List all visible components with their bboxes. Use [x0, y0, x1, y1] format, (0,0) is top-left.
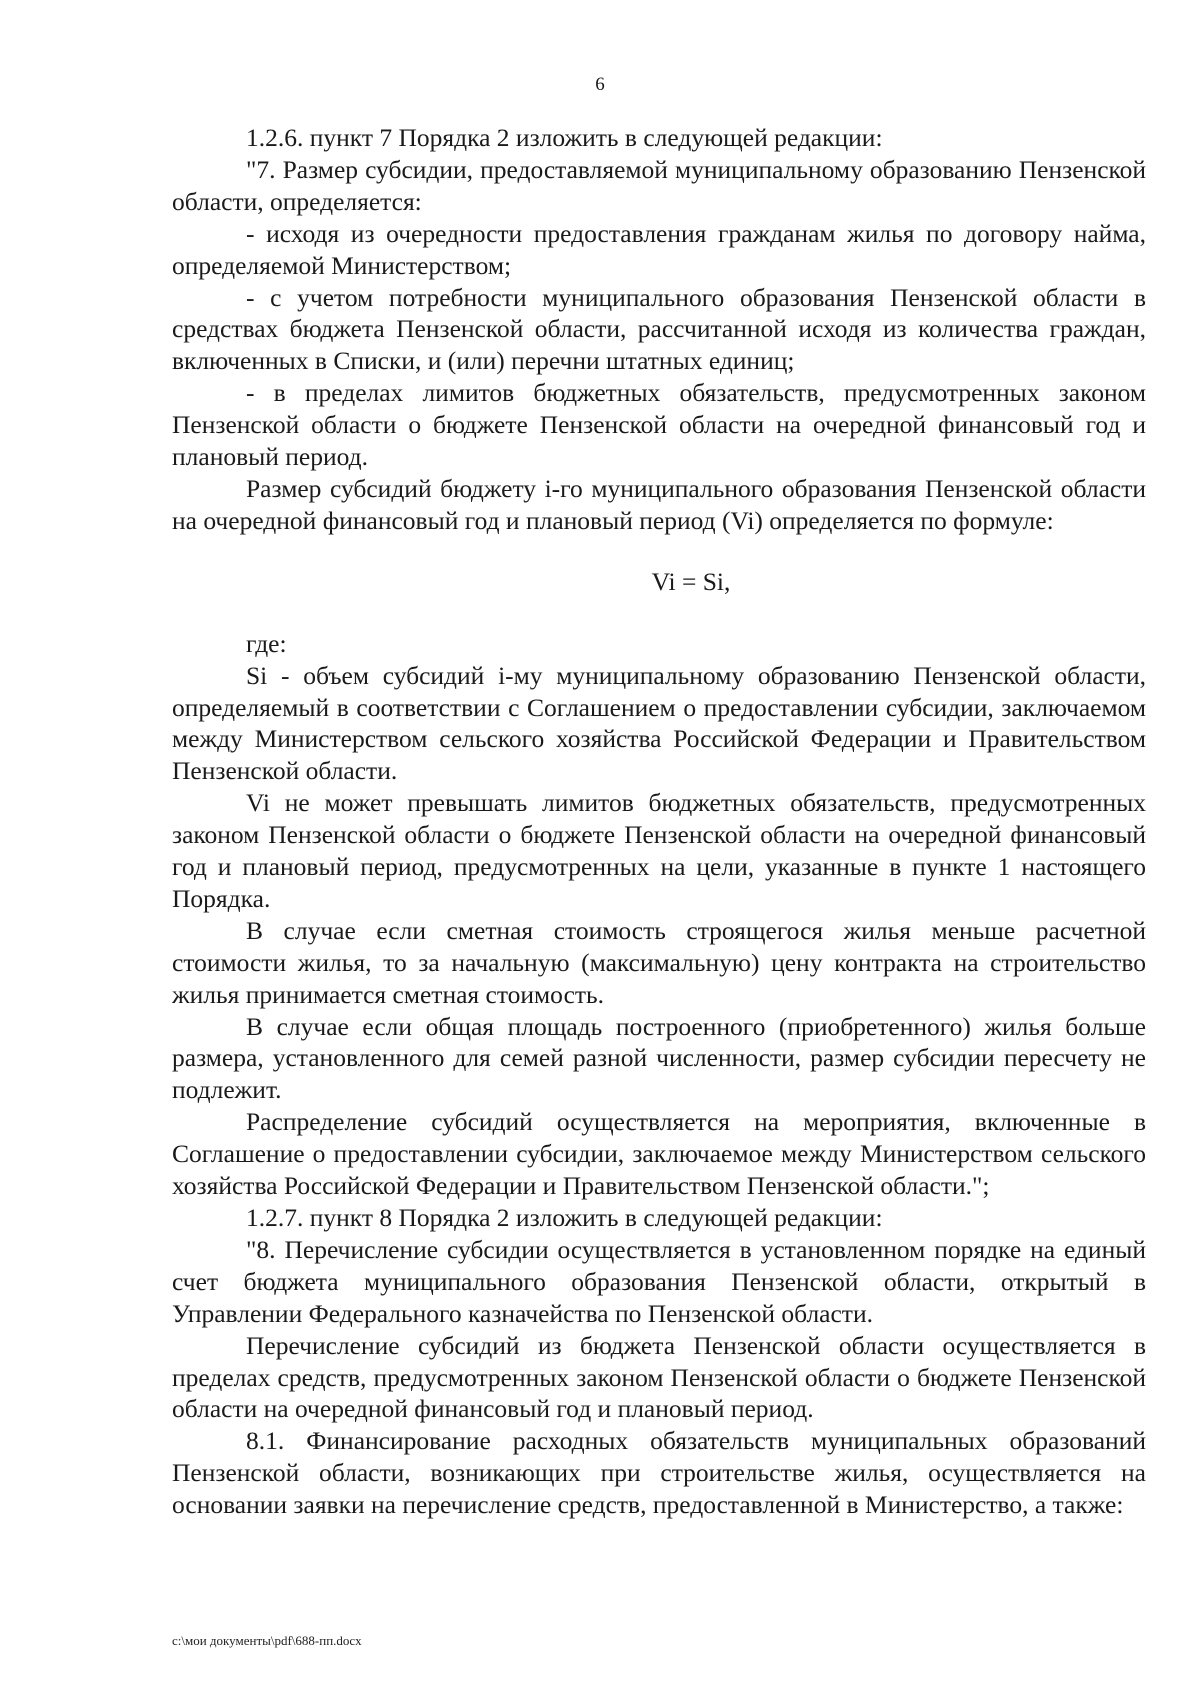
- paragraph-housing-area: В случае если общая площадь построенного (приобретенного) жилья больше размера, установленного для семей разной численности, размер субсидии пересчету не подлежит.: [172, 1011, 1146, 1105]
- paragraph-7-intro: "7. Размер субсидии, предоставляемой муниципальному образованию Пензенской области, определяется:: [172, 154, 1146, 216]
- paragraph-subsidy-size: Размер субсидий бюджету i-го муниципального образования Пензенской области на очередной финансовый год и плановый период (Vi) определяется по формуле:: [172, 473, 1146, 535]
- list-item-need: - с учетом потребности муниципального образования Пензенской области в средствах бюджета Пензенской области, рассчитанной исходя из количества граждан, включенных в Списки, и (или) перечни штатных единиц;: [172, 282, 1146, 376]
- footer-file-path: c:\мои документы\pdf\688-пп.docx: [172, 1633, 362, 1648]
- paragraph-transfer-limits: Перечисление субсидий из бюджета Пензенской области осуществляется в пределах средств, предусмотренных законом Пензенской области о бюджете Пензенской области на очередной финансовый год и плановый период.: [172, 1330, 1146, 1424]
- paragraph-8-transfer: "8. Перечисление субсидии осуществляется в установленном порядке на единый счет бюджета муниципального образования Пензенской области, открытый в Управлении Федерального казначейства по Пензенской области.: [172, 1234, 1146, 1328]
- list-item-limits: - в пределах лимитов бюджетных обязательств, предусмотренных законом Пензенской области о бюджете Пензенской области на очередной финансовый год и плановый период.: [172, 378, 1146, 472]
- paragraph-8-1-financing: 8.1. Финансирование расходных обязательств муниципальных образований Пензенской области, возникающих при строительстве жилья, осуществляется на основании заявки на перечисление средств, предоставленной в Министерство, а также:: [172, 1426, 1146, 1520]
- page-number: 6: [595, 74, 605, 95]
- paragraph-distribution: Распределение субсидий осуществляется на мероприятия, включенные в Соглашение о предоставлении субсидии, заключаемое между Министерством сельского хозяйства Российской Федерации и Правительством Пензенской области.";: [172, 1107, 1146, 1201]
- paragraph-1-2-7-heading: 1.2.7. пункт 8 Порядка 2 изложить в следующей редакции:: [246, 1203, 883, 1232]
- paragraph-si-definition: Si - объем субсидий i-му муниципальному образованию Пензенской области, определяемый в соответствии с Соглашением о предоставлении субсидии, заключаемом между Министерством сельского хозяйства Российской Федерации и Правительством Пензенской области.: [172, 660, 1146, 786]
- formula: Vi = Si,: [651, 566, 731, 596]
- list-item-queue: - исходя из очередности предоставления гражданам жилья по договору найма, определяемой Министерством;: [172, 218, 1146, 280]
- paragraph-estimated-cost: В случае если сметная стоимость строящегося жилья меньше расчетной стоимости жилья, то за начальную (максимальную) цену контракта на строительство жилья принимается сметная стоимость.: [172, 915, 1146, 1009]
- paragraph-where: где:: [246, 628, 287, 658]
- paragraph-vi-limit: Vi не может превышать лимитов бюджетных обязательств, предусмотренных законом Пензенской области о бюджете Пензенской области на очередной финансовый год и плановый период, предусмотренных на цели, указанные в пункте 1 настоящего Порядка.: [172, 788, 1146, 913]
- document-body: [172, 122, 1146, 1521]
- paragraph-1-2-6-heading: 1.2.6. пункт 7 Порядка 2 изложить в следующей редакции:: [246, 123, 883, 152]
